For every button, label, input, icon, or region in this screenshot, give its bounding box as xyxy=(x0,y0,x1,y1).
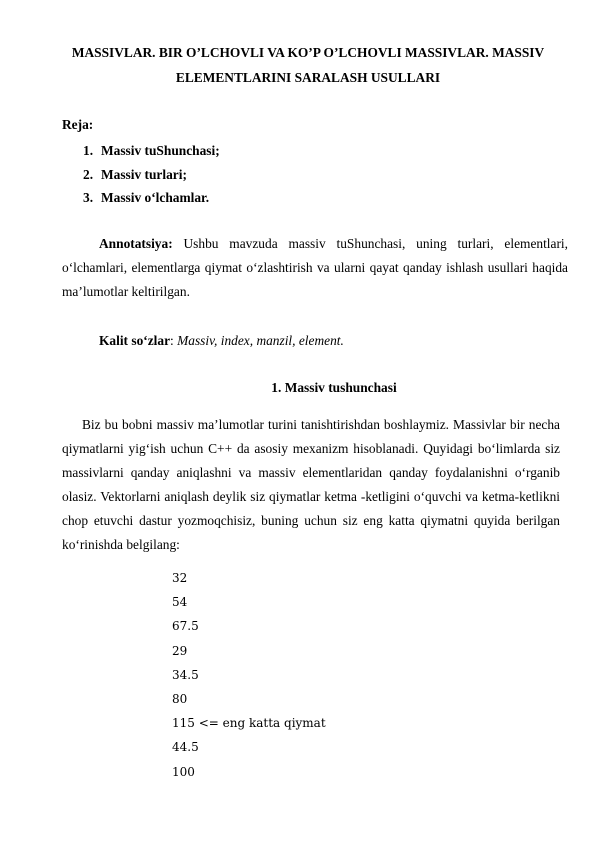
value-item: 67.5 xyxy=(172,619,199,634)
annotation-label: Annotatsiya: xyxy=(99,236,173,251)
value-item: 115 <= eng katta qiymat xyxy=(172,716,326,731)
keywords-text: Massiv, index, manzil, element. xyxy=(177,333,344,348)
plan-item-text: Massiv turlari; xyxy=(101,166,187,182)
plan-item xyxy=(83,139,220,163)
keywords-label: Kalit so‘zlar xyxy=(99,333,171,348)
plan-item-number: 2. xyxy=(83,166,94,182)
title-line-2: ELEMENTLARINI SARALASH USULLARI xyxy=(175,70,441,85)
annotation-text: Ushbu mavzuda massiv tuShunchasi, uning turlari, elementlari, o‘lchamlari, elementlarga qiymat o‘zlashtirish va ularni qayat qanday ishlash usullari haqida ma’lumotlar keltirilgan. xyxy=(62,236,568,299)
value-item: 34.5 xyxy=(172,667,199,682)
section-heading: 1. Massiv tushunchasi xyxy=(271,380,397,395)
document-title xyxy=(60,40,556,90)
plan-item-text: Massiv tuShunchasi; xyxy=(101,143,220,158)
value-item: 44.5 xyxy=(172,740,199,755)
value-item: 80 xyxy=(172,691,188,706)
plan-item xyxy=(83,163,220,187)
plan-item-number: 1. xyxy=(83,143,94,158)
plan-list xyxy=(83,139,220,210)
plan-item-number: 3. xyxy=(83,190,94,205)
values-list xyxy=(172,566,326,784)
value-item: 54 xyxy=(172,595,188,610)
plan-item-text: Massiv o‘lchamlar. xyxy=(101,190,210,205)
plan-label: Reja: xyxy=(62,117,94,132)
value-item: 100 xyxy=(172,764,195,779)
value-item: 32 xyxy=(172,571,188,585)
value-item: 29 xyxy=(172,643,188,658)
title-line-1: MASSIVLAR. BIR O’LCHOVLI VA KO’P O’LCHOVLI MASSIVLAR. MASSIV xyxy=(71,45,545,60)
annotation-paragraph xyxy=(62,232,568,304)
keywords-colon: : xyxy=(170,333,178,348)
keywords-paragraph xyxy=(62,329,568,353)
body-paragraph: Biz bu bobni massiv ma’lumotlar turini tanishtirishdan boshlaymiz. Massivlar bir necha qiymatlarni yig‘ish uchun C++ da asosiy mexanizm hisoblanadi. Quyidagi bo‘limlarda siz massivlarni qanday aniqlashni va massiv elementlaridan qanday foydalanishni o‘rganib olasiz. Vektorlarni aniqlash deylik siz qiymatlar ketma -ketligini o‘quvchi va ketma-ketlikni chop etuvchi dastur yozmoqchisiz, buning uchun siz eng katta qiymatni quyida berilgan ko‘rinishda belgilang: xyxy=(62,417,560,552)
plan-item xyxy=(83,186,220,210)
